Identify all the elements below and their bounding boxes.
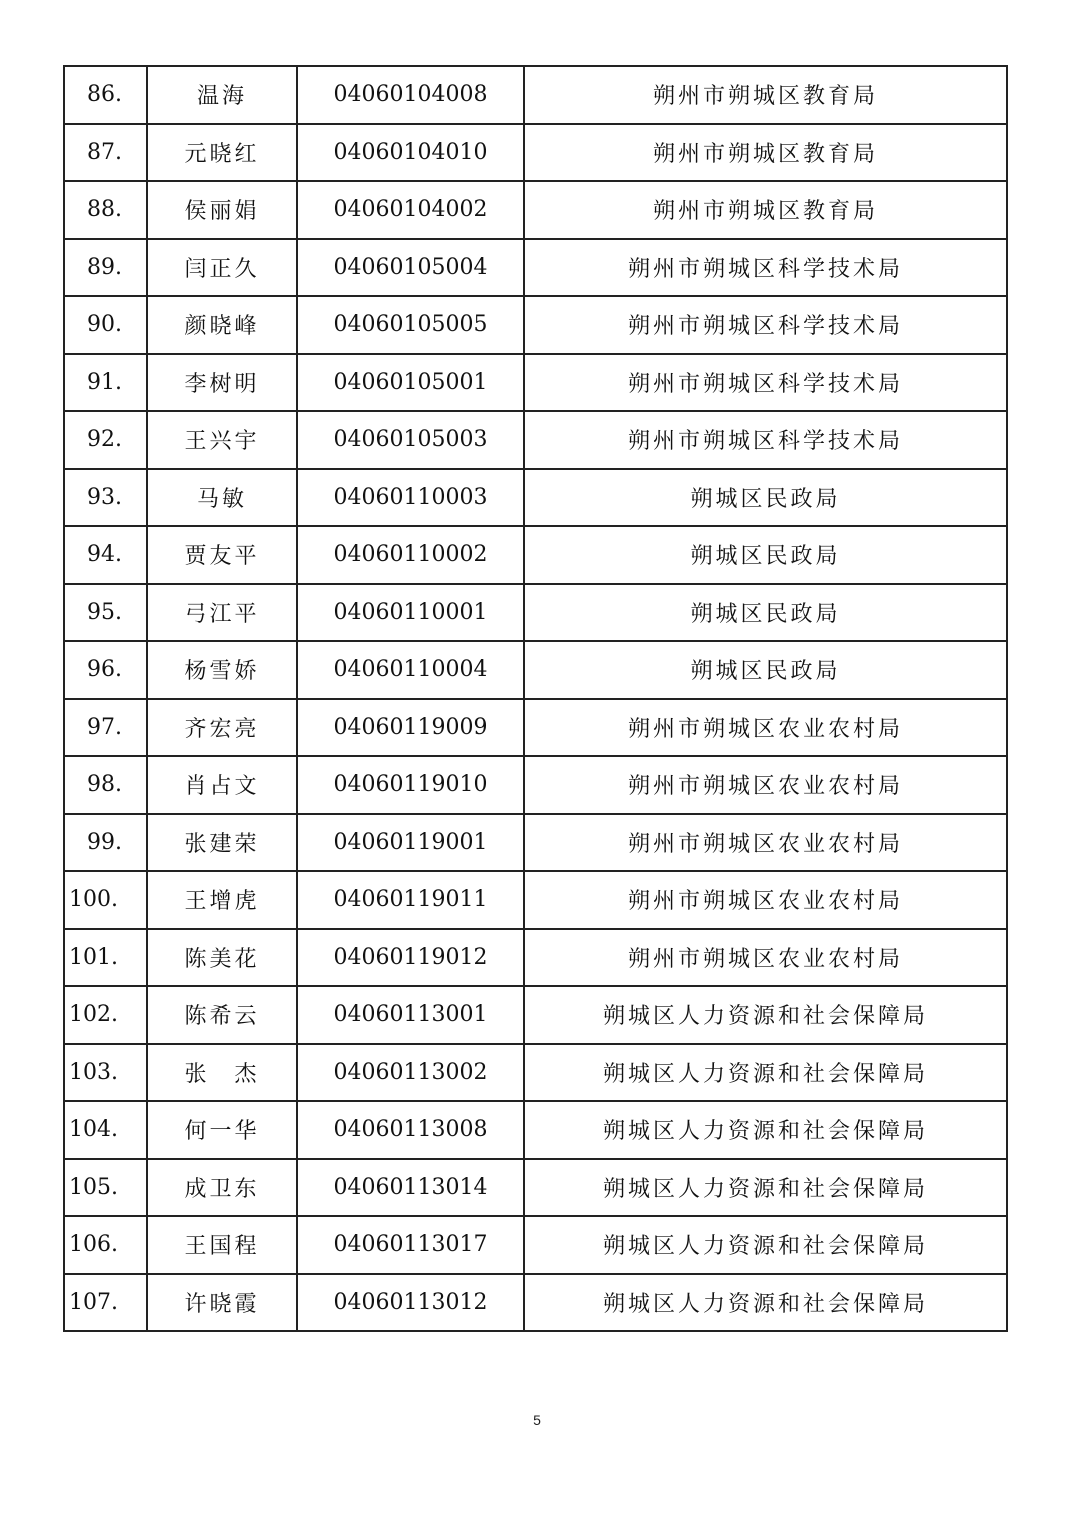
table-row (64, 756, 1007, 814)
exam-number-cell: 04060104002 (297, 181, 524, 239)
department-cell: 朔城区民政局 (524, 526, 1007, 584)
department-cell: 朔城区人力资源和社会保障局 (524, 1274, 1007, 1332)
table-row (64, 929, 1007, 987)
exam-number-cell: 04060119011 (297, 871, 524, 929)
name-cell: 侯丽娟 (147, 181, 297, 239)
name-cell: 陈希云 (147, 986, 297, 1044)
exam-number-cell: 04060104010 (297, 124, 524, 182)
row-number-cell: 100. (64, 871, 147, 929)
department-cell: 朔城区民政局 (524, 641, 1007, 699)
row-number-cell: 91. (64, 354, 147, 412)
department-cell: 朔城区人力资源和社会保障局 (524, 1216, 1007, 1274)
row-number-cell: 94. (64, 526, 147, 584)
page-number: 5 (533, 1412, 541, 1428)
table-row (64, 411, 1007, 469)
name-cell: 温海 (147, 66, 297, 124)
department-cell: 朔州市朔城区教育局 (524, 124, 1007, 182)
department-cell: 朔州市朔城区农业农村局 (524, 929, 1007, 987)
row-number-cell: 86. (64, 66, 147, 124)
exam-number-cell: 04060110001 (297, 584, 524, 642)
exam-number-cell: 04060113001 (297, 986, 524, 1044)
name-cell: 闫正久 (147, 239, 297, 297)
exam-number-cell: 04060105005 (297, 296, 524, 354)
name-cell: 王国程 (147, 1216, 297, 1274)
table-row (64, 354, 1007, 412)
row-number-cell: 95. (64, 584, 147, 642)
table-row (64, 181, 1007, 239)
department-cell: 朔州市朔城区科学技术局 (524, 239, 1007, 297)
name-cell: 陈美花 (147, 929, 297, 987)
department-cell: 朔州市朔城区科学技术局 (524, 354, 1007, 412)
name-cell: 齐宏亮 (147, 699, 297, 757)
row-number-cell: 102. (64, 986, 147, 1044)
table-row (64, 584, 1007, 642)
table-row (64, 699, 1007, 757)
department-cell: 朔州市朔城区教育局 (524, 66, 1007, 124)
roster-table-body (64, 66, 1007, 1331)
department-cell: 朔城区民政局 (524, 584, 1007, 642)
exam-number-cell: 04060119010 (297, 756, 524, 814)
row-number-cell: 88. (64, 181, 147, 239)
table-row (64, 871, 1007, 929)
exam-number-cell: 04060113002 (297, 1044, 524, 1102)
table-row (64, 469, 1007, 527)
department-cell: 朔城区人力资源和社会保障局 (524, 986, 1007, 1044)
exam-number-cell: 04060119009 (297, 699, 524, 757)
name-cell: 贾友平 (147, 526, 297, 584)
table-row (64, 1274, 1007, 1332)
department-cell: 朔城区民政局 (524, 469, 1007, 527)
department-cell: 朔州市朔城区科学技术局 (524, 411, 1007, 469)
row-number-cell: 92. (64, 411, 147, 469)
exam-number-cell: 04060113017 (297, 1216, 524, 1274)
table-row (64, 986, 1007, 1044)
exam-number-cell: 04060110004 (297, 641, 524, 699)
row-number-cell: 93. (64, 469, 147, 527)
table-row (64, 66, 1007, 124)
name-cell: 张 杰 (147, 1044, 297, 1102)
row-number-cell: 90. (64, 296, 147, 354)
row-number-cell: 105. (64, 1159, 147, 1217)
table-row (64, 526, 1007, 584)
department-cell: 朔州市朔城区教育局 (524, 181, 1007, 239)
department-cell: 朔州市朔城区农业农村局 (524, 871, 1007, 929)
row-number-cell: 87. (64, 124, 147, 182)
exam-number-cell: 04060104008 (297, 66, 524, 124)
name-cell: 弓江平 (147, 584, 297, 642)
name-cell: 王兴宇 (147, 411, 297, 469)
roster-table (63, 65, 1008, 1332)
name-cell: 杨雪娇 (147, 641, 297, 699)
department-cell: 朔城区人力资源和社会保障局 (524, 1101, 1007, 1159)
row-number-cell: 96. (64, 641, 147, 699)
name-cell: 张建荣 (147, 814, 297, 872)
row-number-cell: 104. (64, 1101, 147, 1159)
table-row (64, 641, 1007, 699)
table-row (64, 1159, 1007, 1217)
row-number-cell: 99. (64, 814, 147, 872)
name-cell: 颜晓峰 (147, 296, 297, 354)
department-cell: 朔城区人力资源和社会保障局 (524, 1159, 1007, 1217)
department-cell: 朔州市朔城区农业农村局 (524, 756, 1007, 814)
table-row (64, 814, 1007, 872)
exam-number-cell: 04060105004 (297, 239, 524, 297)
table-row (64, 239, 1007, 297)
exam-number-cell: 04060113014 (297, 1159, 524, 1217)
name-cell: 李树明 (147, 354, 297, 412)
table-row (64, 1101, 1007, 1159)
exam-number-cell: 04060105003 (297, 411, 524, 469)
row-number-cell: 101. (64, 929, 147, 987)
table-row (64, 1044, 1007, 1102)
exam-number-cell: 04060113012 (297, 1274, 524, 1332)
name-cell: 马敏 (147, 469, 297, 527)
row-number-cell: 89. (64, 239, 147, 297)
name-cell: 成卫东 (147, 1159, 297, 1217)
department-cell: 朔州市朔城区农业农村局 (524, 699, 1007, 757)
row-number-cell: 97. (64, 699, 147, 757)
exam-number-cell: 04060119001 (297, 814, 524, 872)
table-row (64, 296, 1007, 354)
table-row (64, 1216, 1007, 1274)
name-cell: 王增虎 (147, 871, 297, 929)
name-cell: 何一华 (147, 1101, 297, 1159)
name-cell: 许晓霞 (147, 1274, 297, 1332)
exam-number-cell: 04060119012 (297, 929, 524, 987)
row-number-cell: 103. (64, 1044, 147, 1102)
name-cell: 肖占文 (147, 756, 297, 814)
department-cell: 朔州市朔城区农业农村局 (524, 814, 1007, 872)
row-number-cell: 107. (64, 1274, 147, 1332)
name-cell: 元晓红 (147, 124, 297, 182)
exam-number-cell: 04060110003 (297, 469, 524, 527)
exam-number-cell: 04060110002 (297, 526, 524, 584)
exam-number-cell: 04060113008 (297, 1101, 524, 1159)
department-cell: 朔城区人力资源和社会保障局 (524, 1044, 1007, 1102)
exam-number-cell: 04060105001 (297, 354, 524, 412)
table-row (64, 124, 1007, 182)
department-cell: 朔州市朔城区科学技术局 (524, 296, 1007, 354)
row-number-cell: 98. (64, 756, 147, 814)
row-number-cell: 106. (64, 1216, 147, 1274)
